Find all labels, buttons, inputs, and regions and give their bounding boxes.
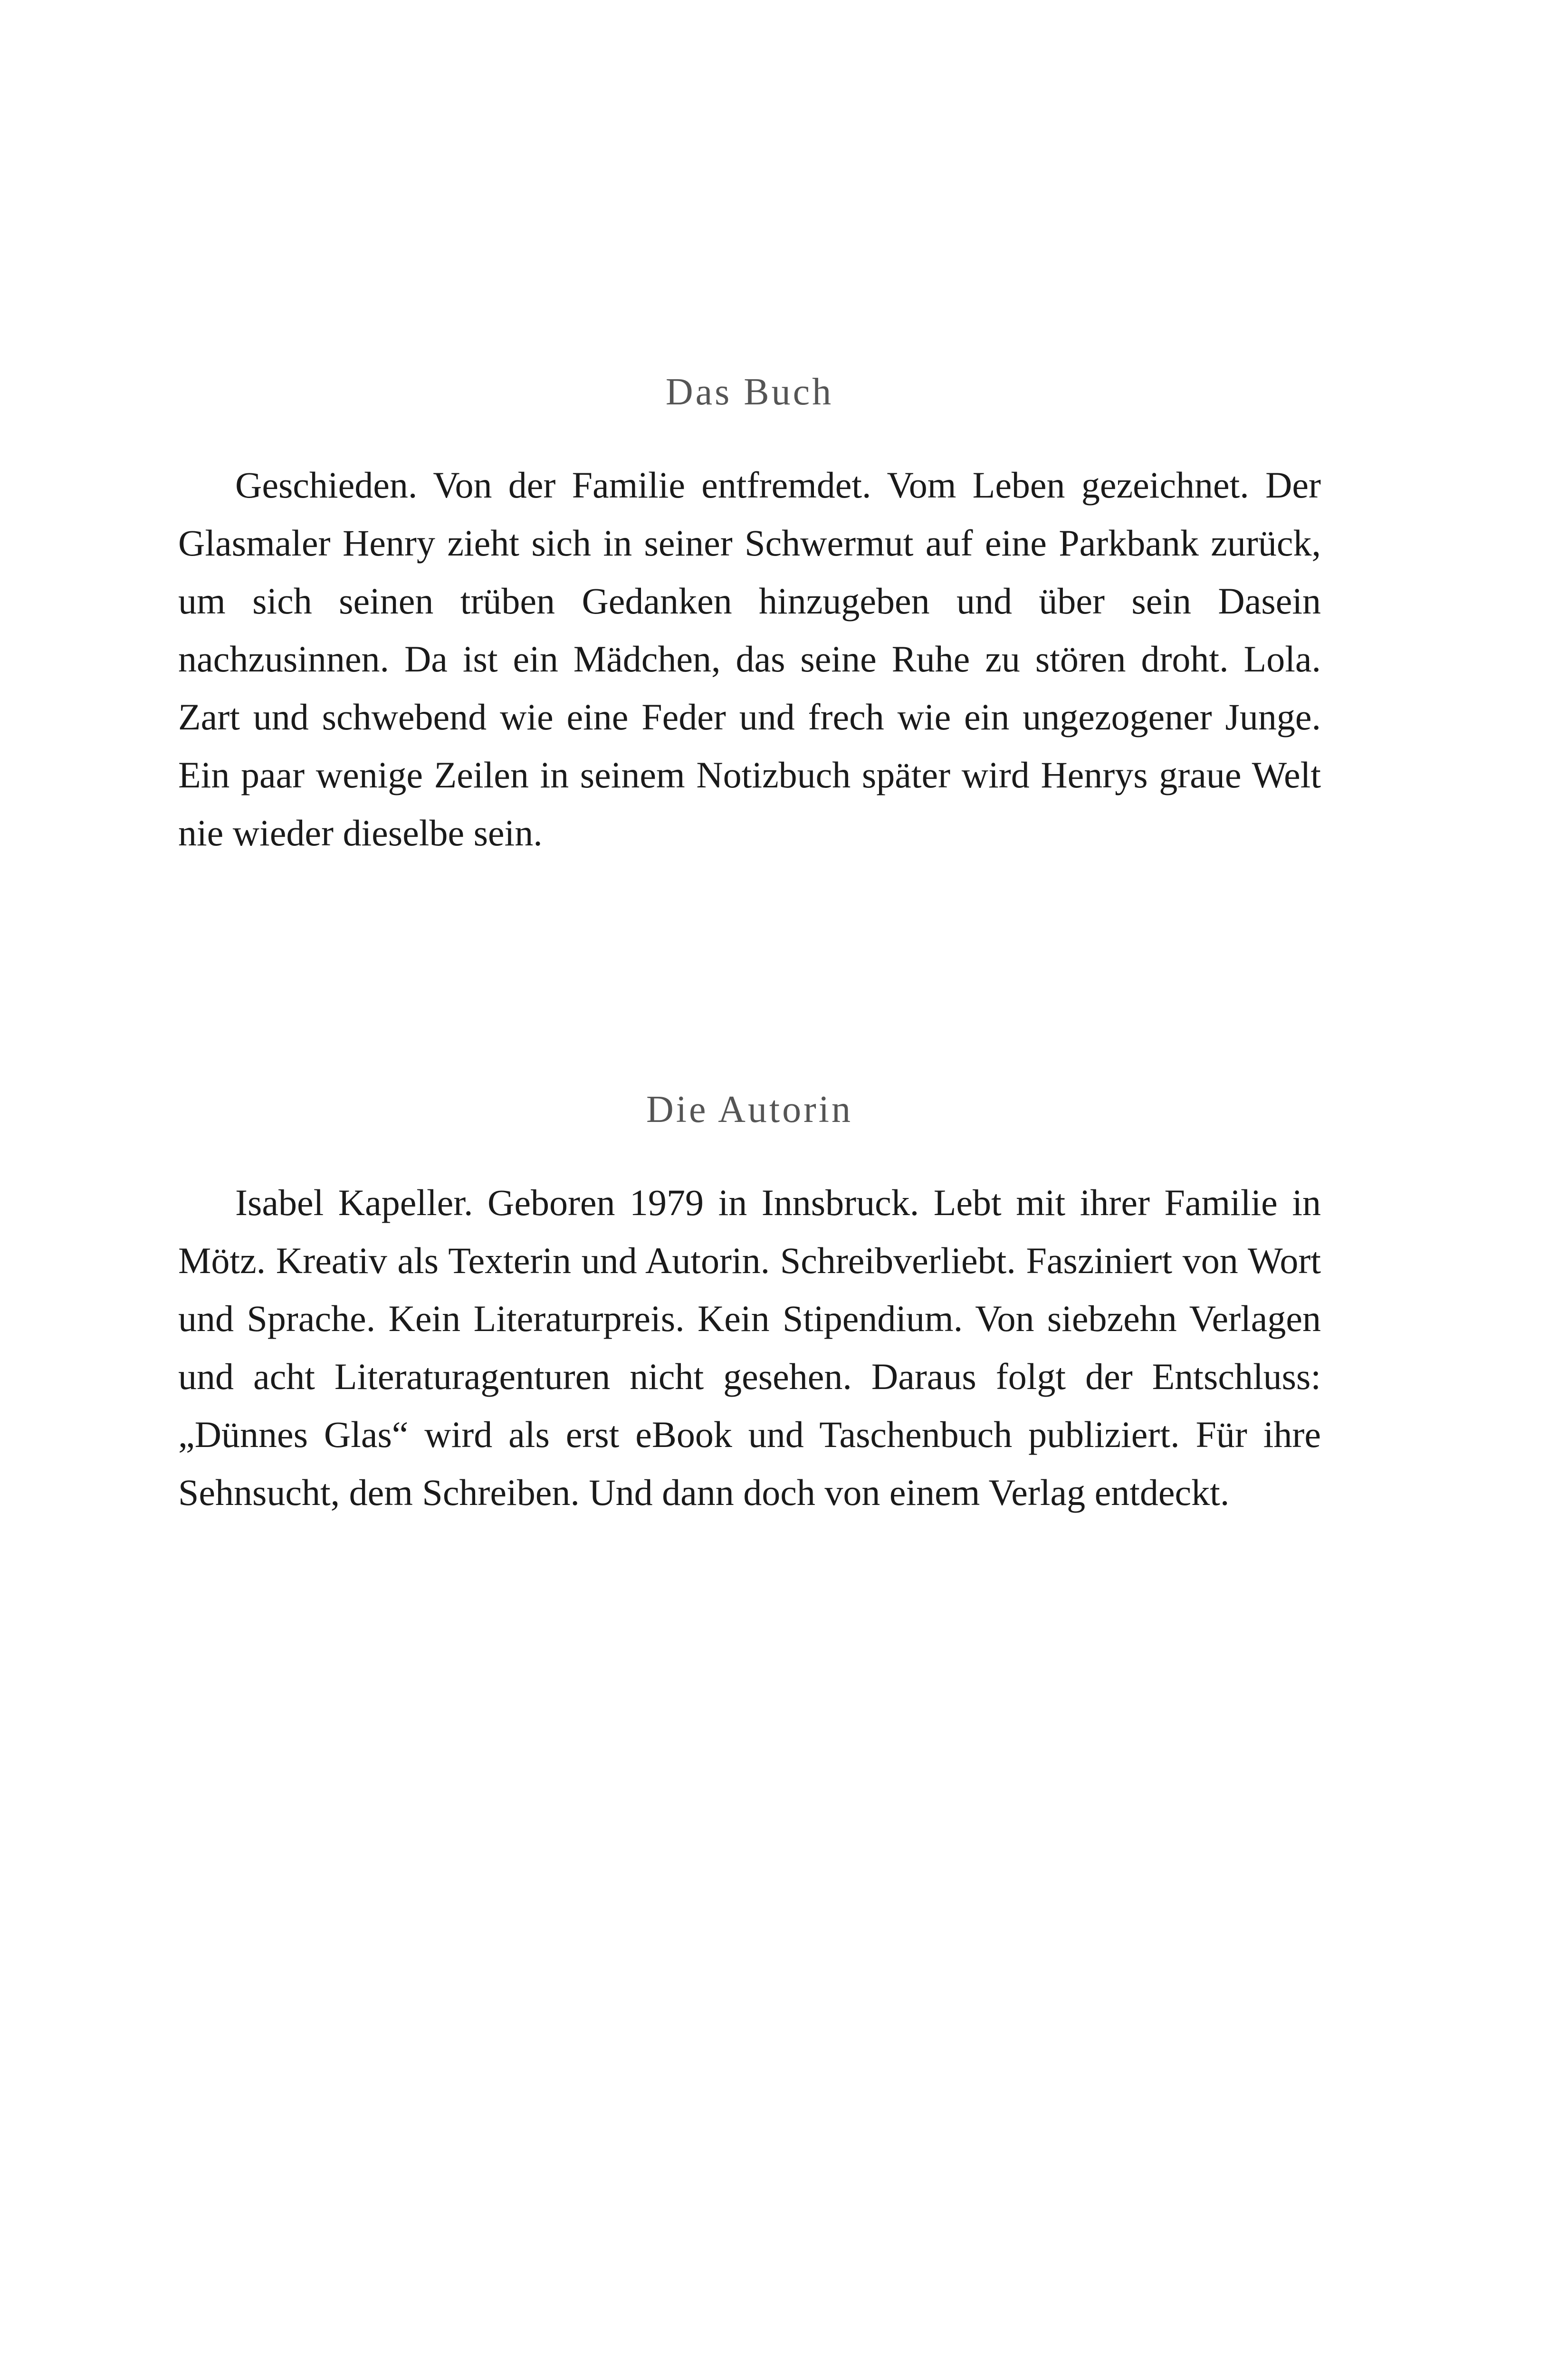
author-bio: Isabel Kapeller. Geboren 1979 in Innsbruck. Lebt mit ihrer Familie in Mötz. Kreativ als Texterin und Autorin. Schreibverliebt. Fasziniert von Wort und Sprache. Kein Literaturpreis. Kein Stipendium. Von siebzehn Verlagen und acht Literaturagenturen nicht gesehen. Daraus folgt der Entschluss: „Dünnes Glas“ wird als erst eBook und Taschenbuch publiziert. Für ihre Sehnsucht, dem Schreiben. Und dann doch von einem Verlag entdeckt. [178, 1182, 1321, 1513]
author-heading: Die Autorin [646, 1089, 853, 1131]
book-description: Geschieden. Von der Familie entfremdet. Vom Leben gezeichnet. Der Glasmaler Henry zieht sich in seiner Schwermut auf eine Parkbank zurück, um sich seinen trüben Gedanken hinzugeben und über sein Dasein nachzusinnen. Da ist ein Mädchen, das seine Ruhe zu stören droht. Lola. Zart und schwebend wie eine Feder und frech wie ein ungezogener Junge. Ein paar wenige Zeilen in seinem Notizbuch später wird Henrys graue Welt nie wieder dieselbe sein. [178, 464, 1321, 853]
book-heading: Das Buch [665, 371, 834, 413]
author-section [178, 1079, 1321, 1522]
book-section [178, 361, 1321, 862]
